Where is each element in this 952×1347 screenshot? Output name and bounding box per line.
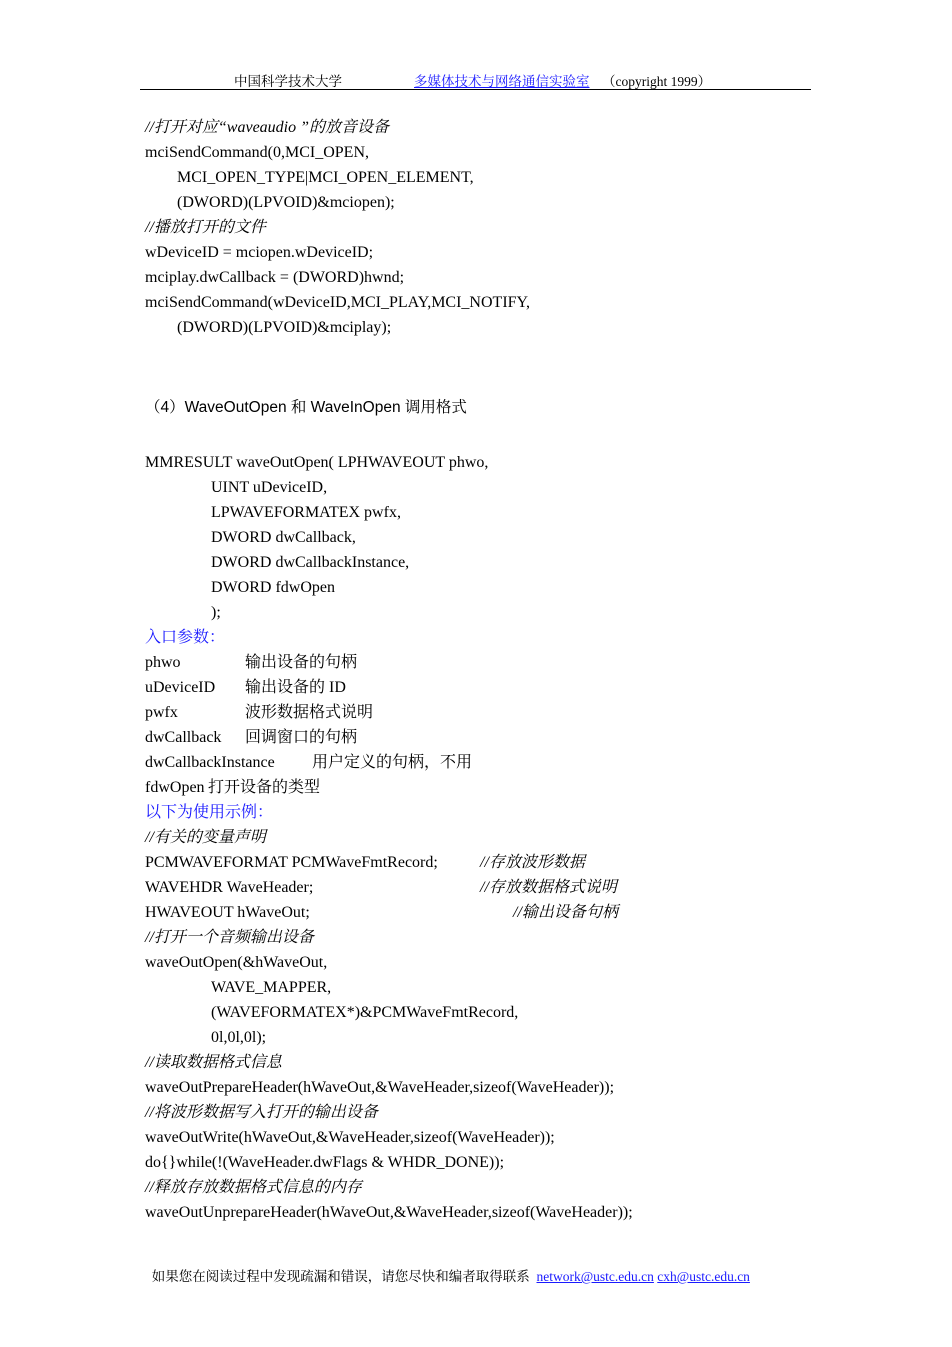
code-line: (WAVEFORMATEX*)&PCMWaveFmtRecord, <box>211 1004 519 1021</box>
param-name: fdwOpen <box>145 779 205 796</box>
param-name: pwfx <box>145 704 178 721</box>
code-line: (DWORD)(LPVOID)&mciplay); <box>177 319 392 336</box>
signature-line: MMRESULT waveOutOpen( LPHWAVEOUT phwo, <box>145 454 489 471</box>
header-lab-link[interactable]: 多媒体技术与网络通信实验室 <box>414 74 590 89</box>
param-name: dwCallback <box>145 729 222 746</box>
code-line: do{}while(!(WaveHeader.dwFlags & WHDR_DONE)); <box>145 1154 505 1171</box>
code-line: waveOutUnprepareHeader(hWaveOut,&WaveHeader,sizeof(WaveHeader)); <box>145 1204 633 1221</box>
decl-code: WAVEHDR WaveHeader; <box>145 879 314 896</box>
code-line: wDeviceID = mciopen.wDeviceID; <box>145 244 374 261</box>
code-comment: //打开对应“waveaudio ”的放音设备 <box>145 119 390 136</box>
header-org: 中国科学技术大学 <box>234 74 342 89</box>
code-line: mciSendCommand(wDeviceID,MCI_PLAY,MCI_NOTIFY, <box>145 294 531 311</box>
param-desc: 用户定义的句柄，不用 <box>312 754 473 771</box>
code-comment: //打开一个音频输出设备 <box>145 929 314 946</box>
code-line: waveOutOpen(&hWaveOut, <box>145 954 328 971</box>
decl-code: HWAVEOUT hWaveOut; <box>145 904 310 921</box>
signature-line: DWORD dwCallbackInstance, <box>211 554 410 571</box>
code-line: waveOutWrite(hWaveOut,&WaveHeader,sizeof(WaveHeader)); <box>145 1129 555 1146</box>
signature-line: ); <box>211 604 221 621</box>
footer-email-link[interactable]: cxh@ustc.edu.cn <box>657 1269 750 1284</box>
page-header <box>140 70 811 90</box>
param-desc: 输出设备的句柄 <box>245 654 358 671</box>
code-line: (DWORD)(LPVOID)&mciopen); <box>177 194 395 211</box>
code-line: WAVE_MAPPER, <box>211 979 332 996</box>
section-title: （4）WaveOutOpen 和 WaveInOpen 调用格式 <box>145 399 467 416</box>
decl-comment: //存放波形数据 <box>480 854 585 871</box>
param-name: phwo <box>145 654 181 671</box>
code-comment: //释放存放数据格式信息的内存 <box>145 1179 362 1196</box>
code-line: 0l,0l,0l); <box>211 1029 267 1046</box>
header-copyright: （copyright 1999） <box>602 74 712 89</box>
param-name: dwCallbackInstance <box>145 754 275 771</box>
code-comment: //播放打开的文件 <box>145 219 266 236</box>
param-desc: 打开设备的类型 <box>208 779 321 796</box>
signature-line: UINT uDeviceID, <box>211 479 328 496</box>
footer-text: 如果您在阅读过程中发现疏漏和错误，请您尽快和编者取得联系 <box>151 1269 537 1284</box>
decl-comment: //存放数据格式说明 <box>480 879 617 896</box>
code-comment: //将波形数据写入打开的输出设备 <box>145 1104 378 1121</box>
page-footer <box>145 1249 750 1285</box>
footer-email-link[interactable]: network@ustc.edu.cn <box>536 1269 654 1284</box>
decl-comment: //输出设备句柄 <box>513 904 618 921</box>
param-desc: 回调窗口的句柄 <box>245 729 358 746</box>
code-comment: //读取数据格式信息 <box>145 1054 282 1071</box>
example-label: 以下为使用示例： <box>145 804 274 821</box>
param-desc: 输出设备的 ID <box>245 679 346 696</box>
decl-code: PCMWAVEFORMAT PCMWaveFmtRecord; <box>145 854 438 871</box>
code-line: mciSendCommand(0,MCI_OPEN, <box>145 144 369 161</box>
signature-line: DWORD dwCallback, <box>211 529 356 546</box>
code-line: mciplay.dwCallback = (DWORD)hwnd; <box>145 269 405 286</box>
code-line: MCI_OPEN_TYPE|MCI_OPEN_ELEMENT, <box>177 169 474 186</box>
signature-line: DWORD fdwOpen <box>211 579 335 596</box>
params-label: 入口参数： <box>145 629 226 646</box>
code-line: waveOutPrepareHeader(hWaveOut,&WaveHeader,sizeof(WaveHeader)); <box>145 1079 615 1096</box>
param-desc: 波形数据格式说明 <box>245 704 374 721</box>
param-name: uDeviceID <box>145 679 216 696</box>
code-comment: //有关的变量声明 <box>145 829 266 846</box>
signature-line: LPWAVEFORMATEX pwfx, <box>211 504 401 521</box>
